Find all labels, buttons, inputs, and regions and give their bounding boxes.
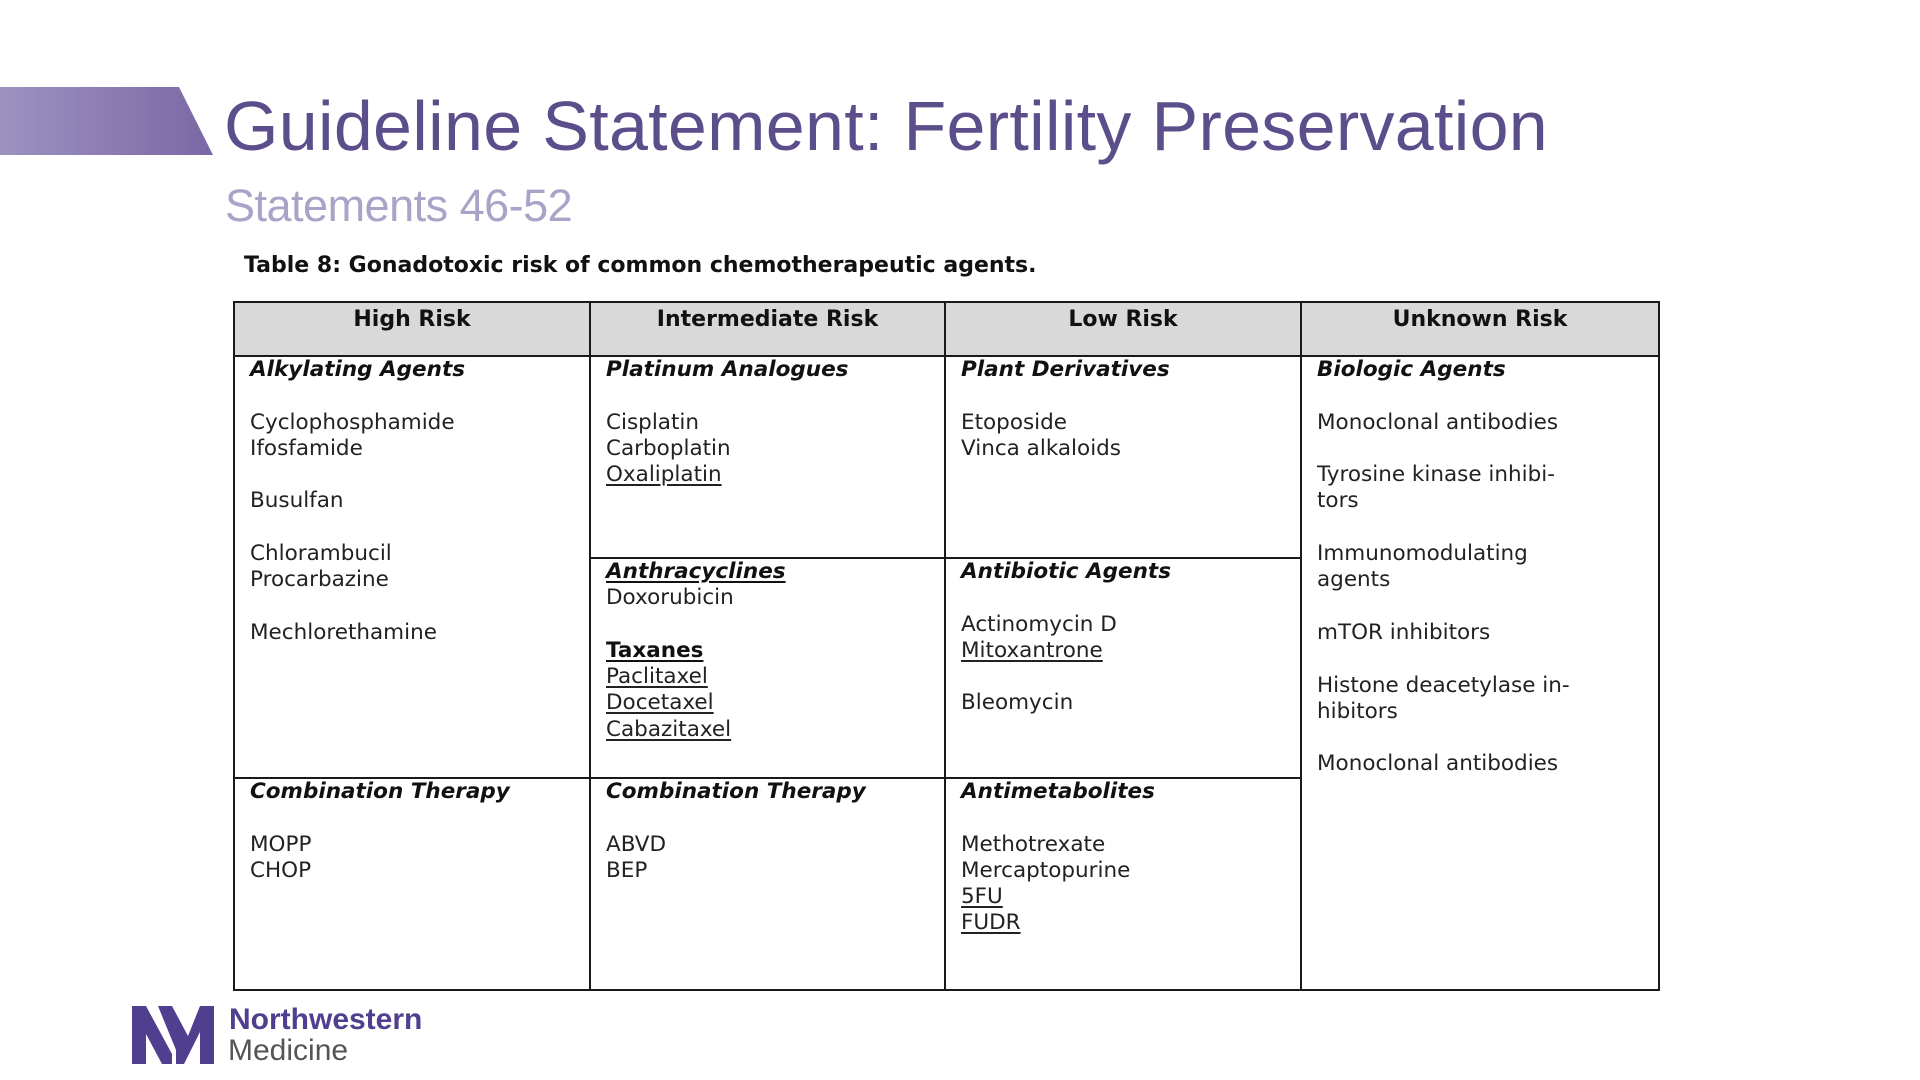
slide-subtitle: Statements 46-52 xyxy=(225,180,573,231)
cell-intermediate-risk xyxy=(589,355,946,559)
drug-name: CHOP xyxy=(250,857,312,883)
blank-line xyxy=(606,612,944,638)
drug-name: Bleomycin xyxy=(961,690,1074,716)
drug-name: BEP xyxy=(606,857,648,883)
blank-line xyxy=(1317,436,1658,462)
blank-line xyxy=(1317,383,1658,409)
header-high-risk: High Risk xyxy=(233,301,591,357)
blank-line xyxy=(250,383,589,409)
drug-name: Chlorambucil xyxy=(250,541,392,567)
header-intermediate-risk: Intermediate Risk xyxy=(589,301,946,357)
drug-name: Monoclonal antibodies xyxy=(1317,751,1559,777)
slide-title: Guideline Statement: Fertility Preservation xyxy=(224,87,1549,165)
blank-line xyxy=(606,383,944,409)
drug-name: mTOR inhibitors xyxy=(1317,619,1491,645)
drug-name: Procarbazine xyxy=(250,567,389,593)
cell-low-risk xyxy=(944,557,1302,779)
northwestern-medicine-logo-icon xyxy=(132,1006,214,1064)
cell-intermediate-risk xyxy=(589,557,946,779)
drug-name: Doxorubicin xyxy=(606,585,734,611)
blank-line xyxy=(961,805,1300,831)
title-accent-bar xyxy=(0,87,213,155)
drug-name: 5FU xyxy=(961,884,1003,910)
drug-name: Cisplatin xyxy=(606,409,700,435)
drug-class-heading: Combination Therapy xyxy=(250,779,510,804)
drug-class-heading: Biologic Agents xyxy=(1317,357,1506,382)
cell-unknown-risk xyxy=(1300,355,1660,991)
blank-line xyxy=(250,462,589,488)
drug-name: tors xyxy=(1317,488,1359,514)
cell-low-risk xyxy=(944,355,1302,559)
cell-low-risk xyxy=(944,777,1302,991)
drug-name: hibitors xyxy=(1317,698,1398,724)
drug-class-heading: Anthracyclines xyxy=(606,559,786,584)
cell-high-risk xyxy=(233,355,591,779)
drug-name: FUDR xyxy=(961,910,1021,936)
drug-name: Etoposide xyxy=(961,409,1068,435)
drug-class-heading: Platinum Analogues xyxy=(606,357,849,382)
drug-class-heading: Taxanes xyxy=(606,637,704,663)
header-low-risk: Low Risk xyxy=(944,301,1302,357)
drug-name: Mercaptopurine xyxy=(961,857,1131,883)
drug-class-heading: Antimetabolites xyxy=(961,779,1155,804)
drug-name: Actinomycin D xyxy=(961,611,1117,637)
drug-name: Oxaliplatin xyxy=(606,462,722,488)
blank-line xyxy=(961,383,1300,409)
blank-line xyxy=(1317,515,1658,541)
drug-name: Cyclophosphamide xyxy=(250,409,455,435)
blank-line xyxy=(1317,594,1658,620)
drug-name: ABVD xyxy=(606,831,667,857)
drug-class-heading: Antibiotic Agents xyxy=(961,559,1171,584)
drug-class-heading: Alkylating Agents xyxy=(250,357,466,382)
drug-name: Tyrosine kinase inhibi- xyxy=(1317,462,1555,488)
drug-name: Immunomodulating xyxy=(1317,541,1528,567)
drug-name: Ifosfamide xyxy=(250,435,363,461)
drug-name: MOPP xyxy=(250,831,312,857)
logo-medicine-text: Medicine xyxy=(228,1034,349,1067)
blank-line xyxy=(961,585,1300,611)
drug-name: Docetaxel xyxy=(606,690,714,716)
logo-northwestern-text: Northwestern xyxy=(229,1003,423,1036)
drug-name: Vinca alkaloids xyxy=(961,435,1122,461)
drug-name: Paclitaxel xyxy=(606,664,708,690)
blank-line xyxy=(250,805,589,831)
drug-name: Carboplatin xyxy=(606,435,731,461)
blank-line xyxy=(1317,725,1658,751)
blank-line xyxy=(250,594,589,620)
blank-line xyxy=(250,515,589,541)
header-unknown-risk: Unknown Risk xyxy=(1300,301,1660,357)
drug-name: Mechlorethamine xyxy=(250,619,437,645)
drug-name: Busulfan xyxy=(250,488,344,514)
drug-class-heading: Combination Therapy xyxy=(606,779,866,804)
blank-line xyxy=(606,805,944,831)
blank-line xyxy=(1317,646,1658,672)
cell-intermediate-risk xyxy=(589,777,946,991)
table-caption: Table 8: Gonadotoxic risk of common chemotherapeutic agents. xyxy=(244,253,1037,278)
drug-name: Methotrexate xyxy=(961,831,1106,857)
drug-name: Mitoxantrone xyxy=(961,637,1103,663)
drug-name: agents xyxy=(1317,567,1391,593)
drug-name: Monoclonal antibodies xyxy=(1317,409,1559,435)
drug-name: Cabazitaxel xyxy=(606,716,732,742)
drug-name: Histone deacetylase in- xyxy=(1317,672,1570,698)
cell-high-risk xyxy=(233,777,591,991)
blank-line xyxy=(961,664,1300,690)
drug-class-heading: Plant Derivatives xyxy=(961,357,1170,382)
